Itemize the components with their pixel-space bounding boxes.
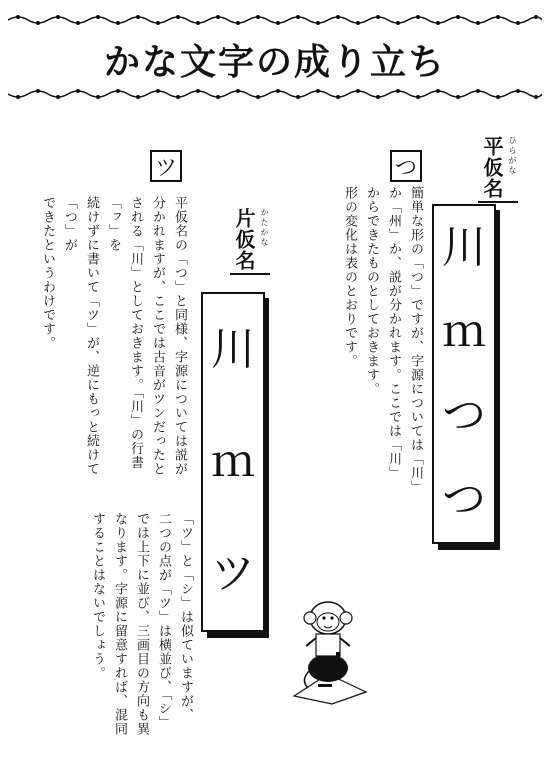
katakana-note-text: 「ツ」と「シ」は似ていますが、 二つの点が「ツ」は横並び、「シ」 では上下に並び、三画目の方向も異 なります。字源に留意すれば、混同 することはないでしょう。 [90,512,193,736]
hiragana-body-text: 簡単な形の「つ」ですが、字源については「川」 か「州」か、説が分かれます。ここでは「川」 からできたものとしておきます。 形の変化は表のとおりです。 [342,186,423,494]
katakana-ruby: かたかな [260,208,269,248]
katakana-evolution-box [201,292,265,632]
katakana-label [230,208,270,275]
hiragana-label [478,136,518,203]
hiragana-evolution-step-3: つ [442,390,486,441]
katakana-evolution-step-2: ｍ [211,436,255,487]
monkey-illustration [288,596,368,706]
katakana-evolution-step-1: 川 [211,324,255,375]
katakana-kana-box: ツ [150,150,182,182]
decorative-vine-bottom [8,88,542,100]
decorative-vine-top [8,14,542,26]
hiragana-label-text: 平仮名 [480,136,504,199]
katakana-label-text: 片仮名 [232,208,256,271]
katakana-evolution-step-3: ツ [211,548,255,599]
hiragana-evolution-step-4: つ [442,474,486,525]
page-title: かな文字の成り立ち [103,42,446,83]
hiragana-kana-box: つ [390,150,422,182]
hiragana-ruby: ひらがな [508,136,517,176]
hiragana-evolution-step-1: 川 [442,222,486,273]
katakana-body-text: 平仮名の「つ」と同様、字源については説が 分かれますが、ここでは古音がツンだったと される「川」としておきます。「川」の行書「ㇷ」を 続けずに書いて「ツ」が、逆にもっと続けて「つ」が できたというわけです。 [40,196,187,476]
hiragana-evolution-step-2: ｍ [442,306,486,357]
hiragana-evolution-box [432,204,496,544]
